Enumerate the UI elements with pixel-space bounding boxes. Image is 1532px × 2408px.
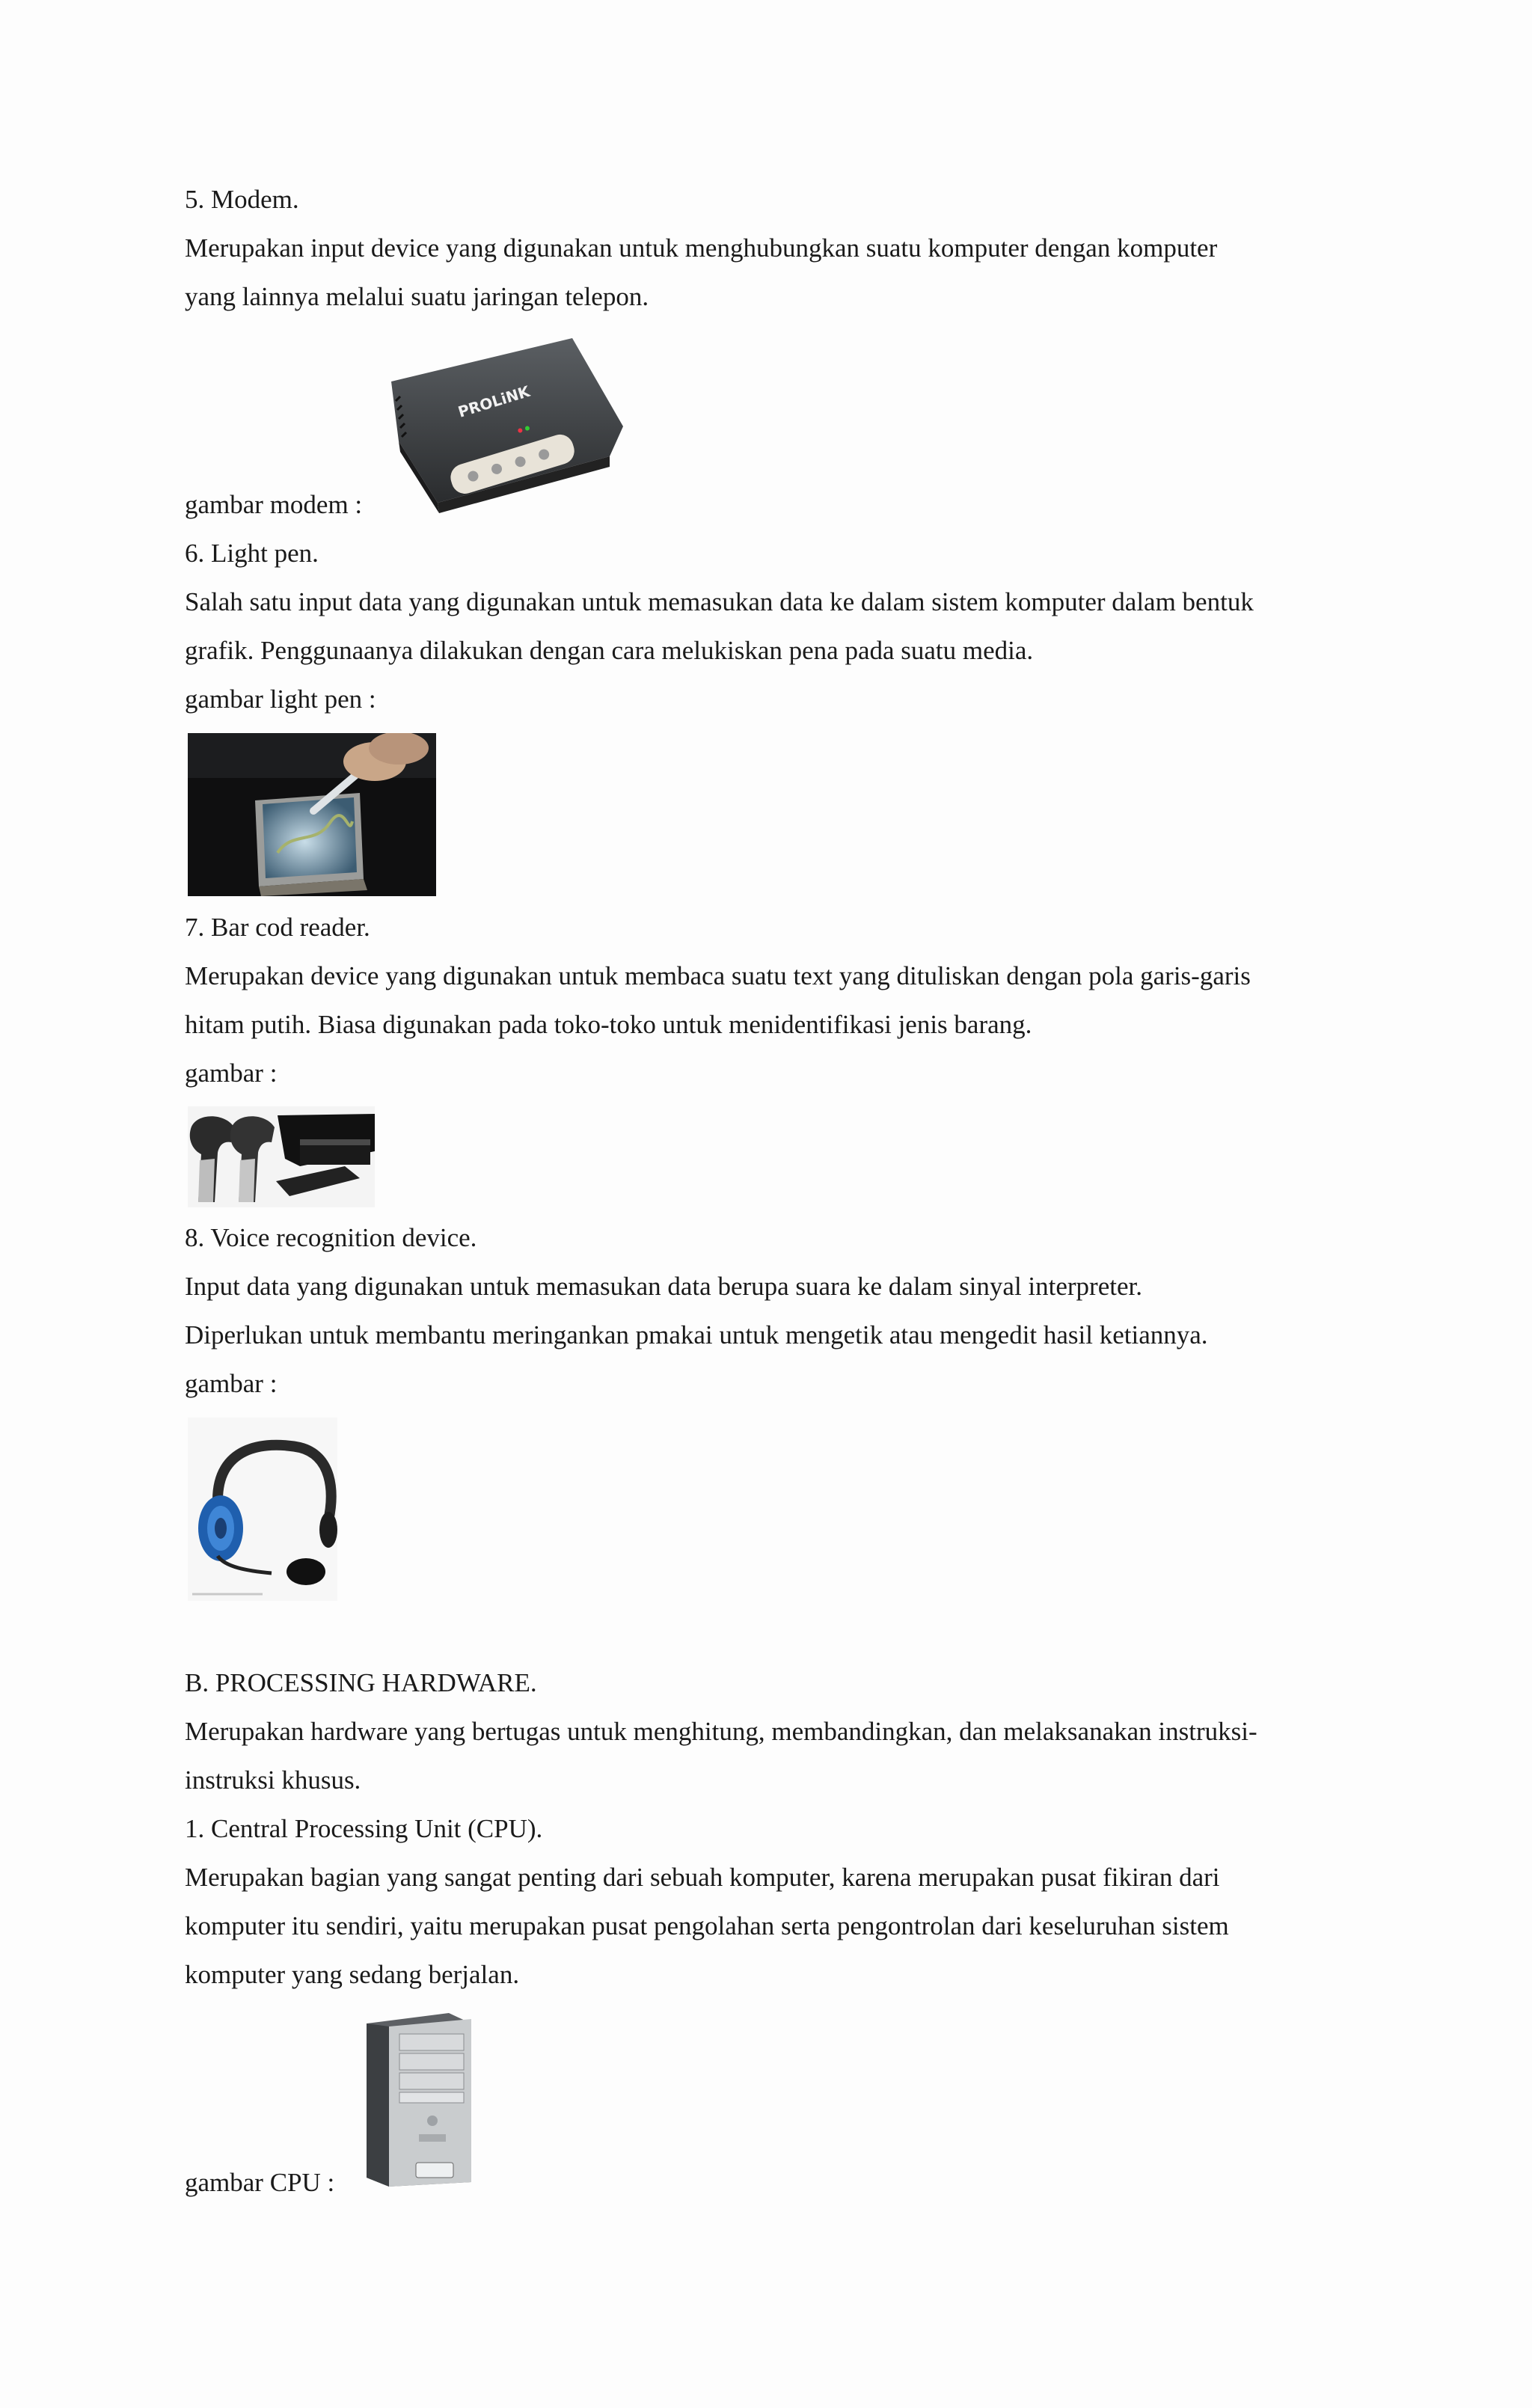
cpu-description-line-3: komputer yang sedang berjalan. [185, 1960, 520, 1989]
voice-description-line-2: Diperlukan untuk membantu meringankan pmakai untuk mengetik atau mengedit hasil ketiannya. [185, 1320, 1208, 1349]
voice-heading: 8. Voice recognition device. [185, 1223, 477, 1252]
cpu-description-line-2: komputer itu sendiri, yaitu merupakan pusat pengolahan serta pengontrolan dari keseluruhan sistem [185, 1911, 1229, 1940]
modem-image [385, 329, 625, 515]
light-pen-image [188, 733, 436, 896]
barcode-description-line-1: Merupakan device yang digunakan untuk membaca suatu text yang dituliskan dengan pola garis-garis [185, 961, 1251, 990]
barcode-caption: gambar : [185, 1059, 278, 1088]
processing-description-line-1: Merupakan hardware yang bertugas untuk menghitung, membandingkan, dan melaksanakan instruksi- [185, 1717, 1257, 1746]
cpu-heading: 1. Central Processing Unit (CPU). [185, 1814, 543, 1843]
processing-description-line-2: instruksi khusus. [185, 1765, 361, 1795]
modem-description-line-2: yang lainnya melalui suatu jaringan telepon. [185, 282, 649, 311]
modem-heading: 5. Modem. [185, 185, 299, 214]
modem-description-line-1: Merupakan input device yang digunakan untuk menghubungkan suatu komputer dengan komputer [185, 233, 1218, 263]
lightpen-caption: gambar light pen : [185, 684, 376, 714]
voice-description-line-1: Input data yang digunakan untuk memasukan data berupa suara ke dalam sinyal interpreter. [185, 1272, 1142, 1301]
lightpen-heading: 6. Light pen. [185, 539, 319, 568]
processing-heading: B. PROCESSING HARDWARE. [185, 1668, 537, 1697]
barcode-reader-image [188, 1106, 375, 1207]
cpu-tower-image [359, 2009, 479, 2188]
modem-brand-logo: PROLiNK [456, 382, 533, 421]
cpu-description-line-1: Merupakan bagian yang sangat penting dari sebuah komputer, karena merupakan pusat fikiran dari [185, 1863, 1220, 1892]
cpu-caption: gambar CPU : [185, 2168, 335, 2197]
lightpen-description-line-1: Salah satu input data yang digunakan untuk memasukan data ke dalam sistem komputer dalam bentuk [185, 587, 1254, 616]
barcode-description-line-2: hitam putih. Biasa digunakan pada toko-toko untuk menidentifikasi jenis barang. [185, 1010, 1032, 1039]
modem-caption: gambar modem : [185, 490, 363, 519]
barcode-heading: 7. Bar cod reader. [185, 913, 370, 942]
voice-caption: gambar : [185, 1369, 278, 1398]
lightpen-description-line-2: grafik. Penggunaanya dilakukan dengan cara melukiskan pena pada suatu media. [185, 636, 1034, 665]
headset-image [188, 1418, 337, 1601]
